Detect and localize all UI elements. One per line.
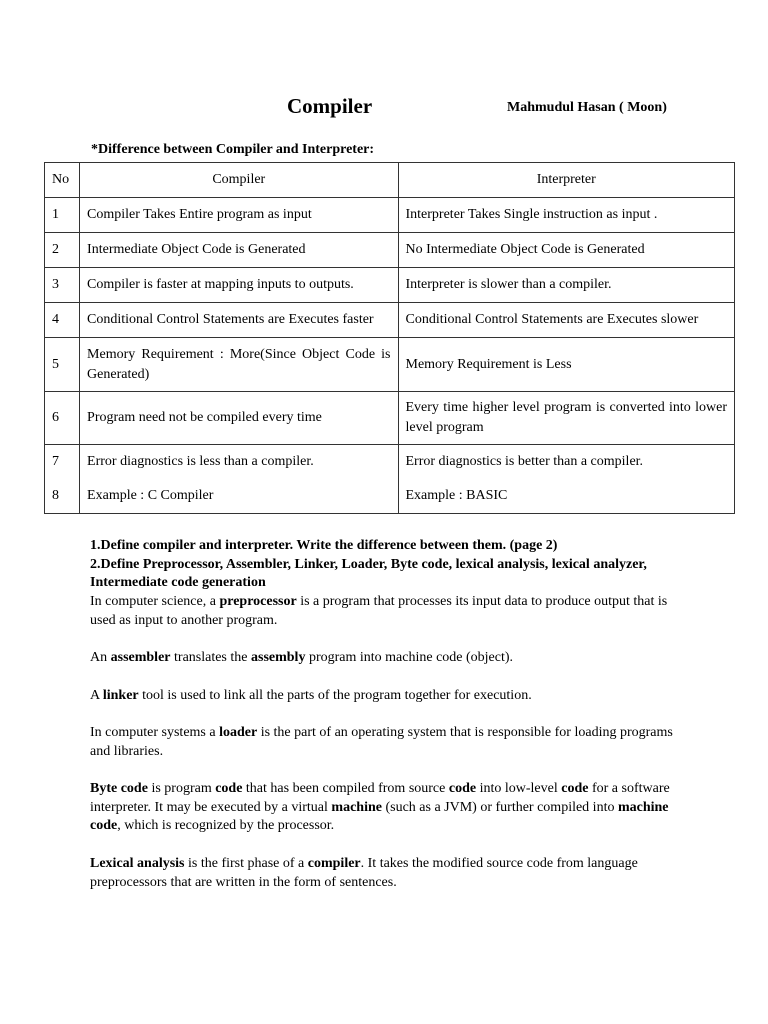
text: into low-level: [476, 781, 562, 797]
text: is the first phase of a: [184, 855, 308, 871]
term-machine-code: machine code: [90, 799, 669, 834]
comparison-table: [44, 162, 735, 514]
row-number: 6: [45, 392, 80, 445]
term-machine: machine: [331, 799, 382, 815]
interpreter-cell: Memory Requirement is Less: [398, 338, 735, 392]
interpreter-cell: Interpreter Takes Single instruction as input .: [398, 198, 735, 233]
table-row: [45, 268, 735, 303]
term-linker: linker: [102, 687, 139, 703]
row-number: 7: [45, 445, 80, 480]
table-row: [45, 479, 735, 514]
paragraph-bytecode: [90, 780, 680, 836]
row-number: 3: [45, 268, 80, 303]
term-preprocessor: preprocessor: [219, 594, 297, 610]
compiler-cell: Intermediate Object Code is Generated: [80, 233, 398, 268]
text: An: [90, 650, 111, 666]
text: translates the: [170, 650, 251, 666]
column-header-compiler: Compiler: [80, 163, 398, 198]
document-title: Compiler: [287, 94, 373, 118]
paragraph-loader: [90, 724, 680, 761]
column-header-interpreter: Interpreter: [398, 163, 735, 198]
table-row: [45, 198, 735, 233]
body-text: [90, 537, 680, 892]
text: In computer systems a: [90, 724, 220, 740]
text: for a software interpreter. It may be executed by a virtual: [90, 781, 670, 815]
text: . It takes the modified source code from language preprocessors that are written in the form of sentences.: [90, 855, 638, 890]
compiler-cell: Program need not be compiled every time: [80, 392, 398, 445]
paragraph-linker: [90, 687, 680, 706]
interpreter-cell: Error diagnostics is better than a compiler.: [398, 445, 735, 480]
text: program into machine code (object).: [305, 650, 514, 666]
text: , which is recognized by the processor.: [117, 818, 335, 834]
term-code: code: [561, 781, 589, 797]
row-number: 8: [45, 479, 80, 514]
term-code: code: [448, 781, 477, 797]
text: tool is used to link all the parts of the program together for execution.: [138, 687, 532, 703]
interpreter-cell: No Intermediate Object Code is Generated: [398, 233, 735, 268]
term-byte-code: Byte code: [90, 781, 148, 797]
question-1: 1.Define compiler and interpreter. Write the difference between them. (page 2): [90, 538, 558, 553]
text: A: [90, 687, 103, 703]
interpreter-cell: Example : BASIC: [398, 479, 735, 514]
term-assembler: assembler: [110, 650, 171, 666]
section-title: *Difference between Compiler and Interpreter:: [91, 142, 375, 157]
table-row: [45, 392, 735, 445]
table-row: [45, 303, 735, 338]
compiler-cell: Memory Requirement : More(Since Object Code is Generated): [80, 338, 398, 392]
term-assembly: assembly: [251, 650, 306, 666]
term-compiler: compiler: [307, 855, 361, 871]
compiler-cell: Compiler Takes Entire program as input: [80, 198, 398, 233]
table-row: [45, 338, 735, 392]
row-number: 2: [45, 233, 80, 268]
text: is a program that processes its input data to produce output that is used as input to another program.: [90, 594, 668, 628]
paragraph-lexical-analysis: [90, 855, 680, 892]
compiler-cell: Example : C Compiler: [80, 479, 398, 514]
table-header-row: [45, 163, 735, 198]
term-code: code: [215, 781, 243, 797]
paragraph-preprocessor: [90, 593, 680, 630]
text: is program: [147, 781, 216, 797]
compiler-cell: Conditional Control Statements are Executes faster: [80, 303, 398, 338]
row-number: 1: [45, 198, 80, 233]
column-header-no: No: [45, 163, 80, 198]
table-row: [45, 445, 735, 480]
question-2: 2.Define Preprocessor, Assembler, Linker, Loader, Byte code, lexical analysis, lexical analyzer, Intermediate code generation: [90, 556, 647, 591]
compiler-cell: Compiler is faster at mapping inputs to outputs.: [80, 268, 398, 303]
text: (such as a JVM) or further compiled into: [381, 799, 618, 815]
text: is the part of an operating system that is responsible for loading programs and libraries.: [90, 724, 673, 759]
term-lexical-analysis: Lexical analysis: [90, 855, 185, 871]
term-loader: loader: [219, 724, 258, 740]
compiler-cell: Error diagnostics is less than a compiler.: [80, 445, 398, 480]
row-number: 5: [45, 338, 80, 392]
interpreter-cell: Every time higher level program is converted into lower level program: [398, 392, 735, 445]
row-number: 4: [45, 303, 80, 338]
interpreter-cell: Conditional Control Statements are Executes slower: [398, 303, 735, 338]
interpreter-cell: Interpreter is slower than a compiler.: [398, 268, 735, 303]
author-name: Mahmudul Hasan ( Moon): [507, 100, 667, 115]
table-row: [45, 233, 735, 268]
text: that has been compiled from source: [242, 781, 449, 797]
paragraph-assembler: [90, 649, 680, 668]
text: In computer science, a: [90, 594, 220, 610]
